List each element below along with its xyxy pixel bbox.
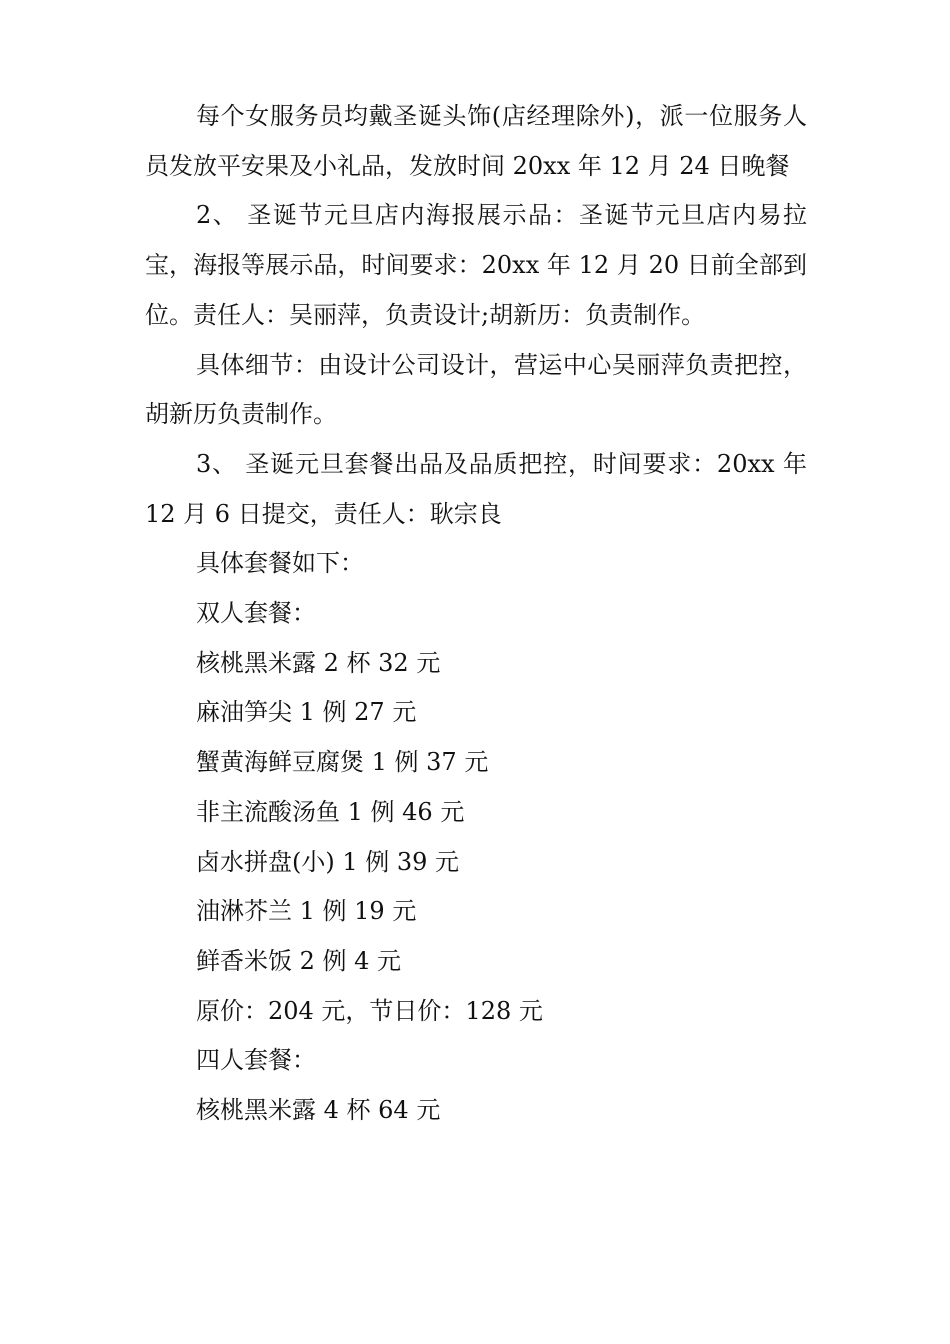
- menu-item: 鲜香米饭 2 例 4 元: [196, 946, 402, 975]
- menu-item: 核桃黑米露 4 杯 64 元: [196, 1096, 441, 1125]
- menu-item: 蟹黄海鲜豆腐煲 1 例 37 元: [196, 748, 489, 777]
- double-set-title: 双人套餐：: [196, 599, 316, 628]
- paragraph-poster-display: 2、 圣诞节元旦店内海报展示品：圣诞节元旦店内易拉宝，海报等展示品，时间要求：20xx 年 12 月 20 日前全部到位。责任人：吴丽萍，负责设计;胡新历：负责制作。: [145, 201, 807, 329]
- paragraph-set-menu-quality: 3、 圣诞元旦套餐出品及品质把控，时间要求：20xx 年 12 月 6 日提交，责任人：耿宗良: [145, 449, 807, 528]
- document-body: [145, 92, 807, 1136]
- menu-intro: 具体套餐如下：: [196, 549, 364, 578]
- menu-item: 油淋芥兰 1 例 19 元: [196, 897, 417, 926]
- four-set-title: 四人套餐：: [196, 1046, 316, 1075]
- paragraph-design-details: 具体细节：由设计公司设计，营运中心吴丽萍负责把控，胡新历负责制作。: [145, 350, 807, 429]
- menu-item: 非主流酸汤鱼 1 例 46 元: [196, 797, 465, 826]
- menu-item: 核桃黑米露 2 杯 32 元: [196, 648, 441, 677]
- double-set-price: 原价：204 元，节日价：128 元: [196, 996, 543, 1025]
- menu-item: 麻油笋尖 1 例 27 元: [196, 698, 417, 727]
- menu-item: 卤水拼盘(小) 1 例 39 元: [196, 847, 460, 876]
- paragraph-staff-decoration: 每个女服务员均戴圣诞头饰(店经理除外)，派一位服务人员发放平安果及小礼品，发放时间 20xx 年 12 月 24 日晚餐: [145, 102, 807, 180]
